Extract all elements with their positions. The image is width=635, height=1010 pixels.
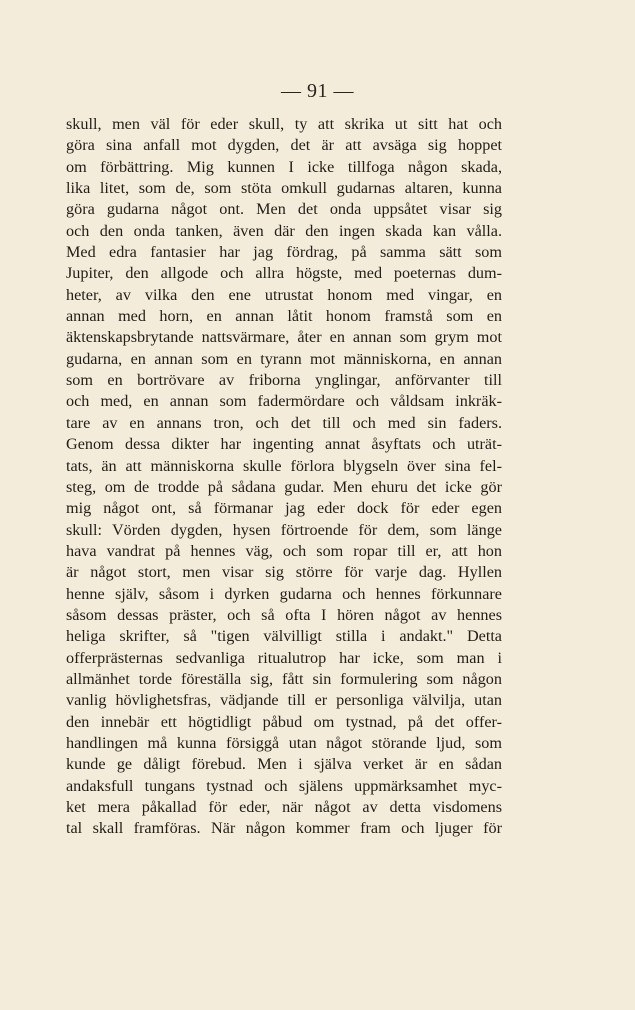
text-line: skull, men väl för eder skull, ty att skrika ut sitt hat och: [66, 115, 502, 133]
text-line: kunde ge dåligt förebud. Men i själva verket är en sådan: [66, 755, 502, 774]
text-line: handlingen må kunna försiggå utan något störande ljud, som: [66, 733, 502, 752]
text-line: om förbättring. Mig kunnen I icke tillfoga någon skada,: [66, 157, 502, 176]
text-line: allmänhet torde föreställa sig, fått sin formulering som någon: [66, 669, 502, 688]
text-line: såsom dessas präster, och så ofta I hören något av hennes: [66, 605, 502, 624]
page-number: — 91 —: [281, 80, 354, 102]
text-line: heliga skrifter, så "tigen välvilligt stilla i andakt." Detta: [66, 627, 502, 646]
text-line: tare av en annans tron, och det till och med sin faders.: [66, 413, 502, 432]
text-line: tats, än att människorna skulle förlora blygseln över sina fel-: [66, 456, 502, 475]
text-line: tal skall framföras. När någon kommer fram och ljuger för: [66, 819, 502, 838]
text-line: gudarna, en annan som en tyrann mot människorna, en annan: [66, 349, 502, 368]
text-line: äktenskapsbrytande nattsvärmare, åter en annan som grym mot: [66, 328, 502, 347]
text-line: Genom dessa dikter har ingenting annat åsyftats och uträt-: [66, 435, 502, 454]
body-text: [66, 114, 502, 840]
text-line: är något stort, men visar sig större för varje dag. Hyllen: [66, 563, 502, 582]
text-line: annan med horn, en annan låtit honom framstå som en: [66, 307, 502, 326]
text-line: mig något ont, så förmanar jag eder dock för eder egen: [66, 499, 502, 518]
text-line: ket mera påkallad för eder, när något av detta visdomens: [66, 798, 502, 816]
text-line: Jupiter, den allgode och allra högste, med poeternas dum-: [66, 264, 502, 283]
text-line: och med, en annan som fadermördare och våldsam inkräk-: [66, 392, 502, 411]
text-line: och den onda tanken, även där den ingen skada kan vålla.: [66, 221, 502, 240]
text-line: den innebär ett högtidligt påbud om tystnad, på det offer-: [66, 712, 502, 731]
text-line: som en bortrövare av friborna ynglingar, anförvanter till: [66, 371, 502, 390]
text-line: göra sina anfall mot dygden, det är att avsäga sig hoppet: [66, 136, 502, 155]
text-line: Med edra fantasier har jag fördrag, på samma sätt som: [66, 243, 502, 262]
text-line: andaksfull tungans tystnad och själens uppmärksamhet myc-: [66, 776, 502, 795]
text-line: henne själv, såsom i dyrken gudarna och hennes förkunnare: [66, 584, 502, 603]
text-line: göra gudarna något ont. Men det onda uppsåtet visar sig: [66, 200, 502, 219]
text-line: steg, om de trodde på sådana gudar. Men ehuru det icke gör: [66, 477, 502, 496]
text-line: offerprästernas sedvanliga ritualutrop har icke, som man i: [66, 648, 502, 667]
text-line: skull: Vörden dygden, hysen förtroende för dem, som länge: [66, 520, 502, 539]
text-line: lika litet, som de, som stöta omkull gudarnas altaren, kunna: [66, 179, 502, 198]
text-line: heter, av vilka den ene utrustat honom med vingar, en: [66, 285, 502, 304]
text-line: vanlig hövlighetsfras, vädjande till er personliga välvilja, utan: [66, 691, 502, 710]
text-line: hava vandrat på hennes väg, och som ropar till er, att hon: [66, 541, 502, 560]
